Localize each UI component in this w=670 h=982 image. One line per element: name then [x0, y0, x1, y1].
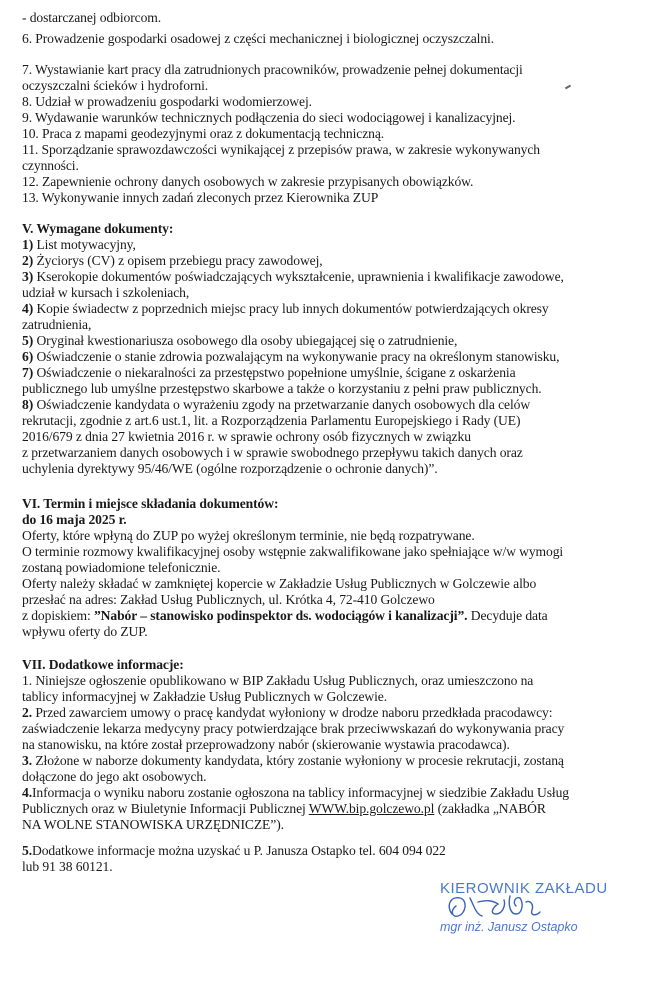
required-doc-2	[22, 253, 323, 269]
duty-item-12: 12. Zapewnienie ochrony danych osobowych w zakresie przypisanych obowiązków.	[22, 174, 474, 189]
section-v-heading: V. Wymagane dokumenty:	[22, 221, 174, 236]
section-vi-heading: VI. Termin i miejsce składania dokumentów:	[22, 496, 279, 511]
section-vii-heading: VII. Dodatkowe informacje:	[22, 657, 184, 672]
interview-note: O terminie rozmowy kwalifikacyjnej osoby wstępnie zakwalifikowane jako spełniające w/w wymogi	[22, 544, 564, 559]
required-doc-1	[22, 237, 136, 253]
item-text: Oryginał kwestionariusza osobowego dla osoby ubiegającej się o zatrudnienie,	[36, 333, 458, 348]
item-text: Przed zawarciem umowy o pracę kandydat wyłoniony w drodze naboru przedkłada pracodawcy:	[35, 705, 553, 720]
item-text: Oświadczenie o niekaralności za przestępstwo popełnione umyślnie, ścigane z oskarżenia	[36, 365, 516, 380]
item-text: Oświadczenie o stanie zdrowia pozwalającym na wykonywanie pracy na określonym stanowisku,	[36, 349, 560, 364]
info-3-cont: dołączone do jego akt osobowych.	[22, 769, 207, 784]
duty-line: - dostarczanej odbiorcom.	[22, 10, 162, 25]
info-4-cont: NA WOLNE STANOWISKA URZĘDNICZE”).	[22, 817, 284, 832]
item-number: 5)	[22, 333, 34, 348]
duty-item-6: 6. Prowadzenie gospodarki osadowej z części mechanicznej i biologicznej oczyszczalni.	[22, 31, 494, 46]
info-2	[22, 705, 552, 721]
deadline: do 16 maja 2025 r.	[22, 512, 127, 527]
required-doc-4-cont: zatrudnienia,	[22, 317, 92, 332]
info-4-pre: Publicznych oraz w Biuletynie Informacji Publicznej	[22, 801, 309, 816]
item-text: Niniejsze ogłoszenie opublikowano w BIP Zakładu Usług Publicznych, oraz umieszczono na	[35, 673, 534, 688]
item-text: List motywacyjny,	[36, 237, 136, 252]
info-1-cont: tablicy informacyjnej w Zakładzie Usług Publicznych w Golczewie.	[22, 689, 388, 704]
required-doc-7-cont: publicznego lub umyślne przestępstwo skarbowe a także o korzystaniu z pełni praw publicznych.	[22, 381, 542, 396]
envelope-note-post: Decyduje data	[467, 608, 548, 623]
required-doc-6	[22, 349, 559, 365]
item-text: Kserokopie dokumentów poświadczających wykształcenie, uprawnienia i kwalifikacje zawodowe,	[36, 269, 564, 284]
required-doc-4	[22, 301, 549, 317]
duty-item-7: 7. Wystawianie kart pracy dla zatrudnionych pracowników, prowadzenie pełnej dokumentacji	[22, 62, 523, 77]
deadline-note: Oferty, które wpłyną do ZUP po wyżej określonym terminie, nie będą rozpatrywane.	[22, 528, 475, 543]
info-5	[22, 843, 446, 859]
info-2-cont: zaświadczenie lekarza medycyny pracy potwierdzające brak przeciwwskazań do wykonywania pracy	[22, 721, 565, 736]
required-doc-3	[22, 269, 564, 285]
item-text: Życiorys (CV) z opisem przebiegu pracy zawodowej,	[36, 253, 323, 268]
info-4-post: (zakładka „NABÓR	[434, 801, 546, 816]
duty-item-8: 8. Udział w prowadzeniu gospodarki wodomierzowej.	[22, 94, 312, 109]
item-number: 3.	[22, 753, 32, 768]
bip-link[interactable]: WWW.bip.golczewo.pl	[308, 801, 435, 816]
required-doc-8-cont: 2016/679 z dnia 27 kwietnia 2016 r. w sprawie ochrony osób fizycznych w związku	[22, 429, 471, 444]
info-2-cont: na stanowisku, na które został przeprowadzony nabór (skierowanie wystawia pracodawca).	[22, 737, 510, 752]
item-number: 8)	[22, 397, 34, 412]
stamp-title: KIEROWNIK ZAKŁADU	[440, 880, 608, 897]
required-doc-8-cont: z przetwarzaniem danych osobowych i w sprawie swobodnego przepływu takich danych oraz	[22, 445, 523, 460]
envelope-note-cont: wpływu oferty do ZUP.	[22, 624, 148, 639]
info-1	[22, 673, 533, 689]
item-number: 2)	[22, 253, 34, 268]
item-number: 2.	[22, 705, 32, 720]
item-text: Informacja o wyniku naboru zostanie ogłoszona na tablicy informacyjnej w siedzibie Zakładu Usług	[32, 785, 570, 800]
item-number: 3)	[22, 269, 34, 284]
item-number: 4)	[22, 301, 34, 316]
item-text: Kopie świadectw z poprzednich miejsc pracy lub innych dokumentów potwierdzających okresy	[36, 301, 549, 316]
submission-note: Oferty należy składać w zamkniętej kopercie w Zakładzie Usług Publicznych w Golczewie albo	[22, 576, 537, 591]
envelope-note-pre: z dopiskiem:	[22, 608, 94, 623]
duty-item-11-cont: czynności.	[22, 158, 79, 173]
item-number: 1)	[22, 237, 34, 252]
item-number: 4.	[22, 785, 32, 800]
info-3	[22, 753, 564, 769]
duty-item-13: 13. Wykonywanie innych zadań zleconych przez Kierownika ZUP	[22, 190, 379, 205]
item-text: Dodatkowe informacje można uzyskać u P. Janusza Ostapko tel. 604 094 022	[32, 843, 446, 858]
duty-item-10: 10. Praca z mapami geodezyjnymi oraz z dokumentacją techniczną.	[22, 126, 385, 141]
director-stamp	[430, 876, 660, 946]
stray-mark	[565, 85, 571, 90]
item-number: 6)	[22, 349, 34, 364]
duty-item-7-cont: oczyszczalni ścieków i hydroforni.	[22, 78, 209, 93]
required-doc-8-cont: rekrutacji, zgodnie z art.6 ust.1, lit. a Rozporządzenia Parlamentu Europejskiego i Rady (UE)	[22, 413, 521, 428]
item-number: 7)	[22, 365, 34, 380]
info-5-cont: lub 91 38 60121.	[22, 859, 113, 874]
item-number: 5.	[22, 843, 32, 858]
required-doc-7	[22, 365, 516, 381]
duty-item-11: 11. Sporządzanie sprawozdawczości wynikającej z przepisów prawa, w zakresie wykonywanych	[22, 142, 540, 157]
interview-note-cont: zostaną powiadomione telefonicznie.	[22, 560, 221, 575]
required-doc-8-cont: uchylenia dyrektywy 95/46/WE (ogólne rozporządzenie o ochronie danych)”.	[22, 461, 438, 476]
signature-icon	[430, 876, 660, 946]
envelope-note	[22, 608, 548, 624]
duty-item-9: 9. Wydawanie warunków technicznych podłączenia do sieci wodociągowej i kanalizacyjnej.	[22, 110, 516, 125]
required-doc-5	[22, 333, 457, 349]
info-4-cont	[22, 801, 546, 817]
required-doc-8	[22, 397, 530, 413]
submission-address: przesłać na adres: Zakład Usług Publicznych, ul. Krótka 4, 72-410 Golczewo	[22, 592, 435, 607]
required-doc-3-cont: udział w kursach i szkoleniach,	[22, 285, 190, 300]
info-4	[22, 785, 569, 801]
stamp-name: mgr inż. Janusz Ostapko	[440, 920, 578, 934]
item-text: Złożone w naborze dokumenty kandydata, który zostanie wyłoniony w procesie rekrutacji, zostaną	[35, 753, 564, 768]
item-number: 1.	[22, 673, 32, 688]
item-text: Oświadczenie kandydata o wyrażeniu zgody na przetwarzanie danych osobowych dla celów	[36, 397, 531, 412]
envelope-inscription: ”Nabór – stanowisko podinspektor ds. wodociągów i kanalizacji”.	[93, 608, 468, 623]
